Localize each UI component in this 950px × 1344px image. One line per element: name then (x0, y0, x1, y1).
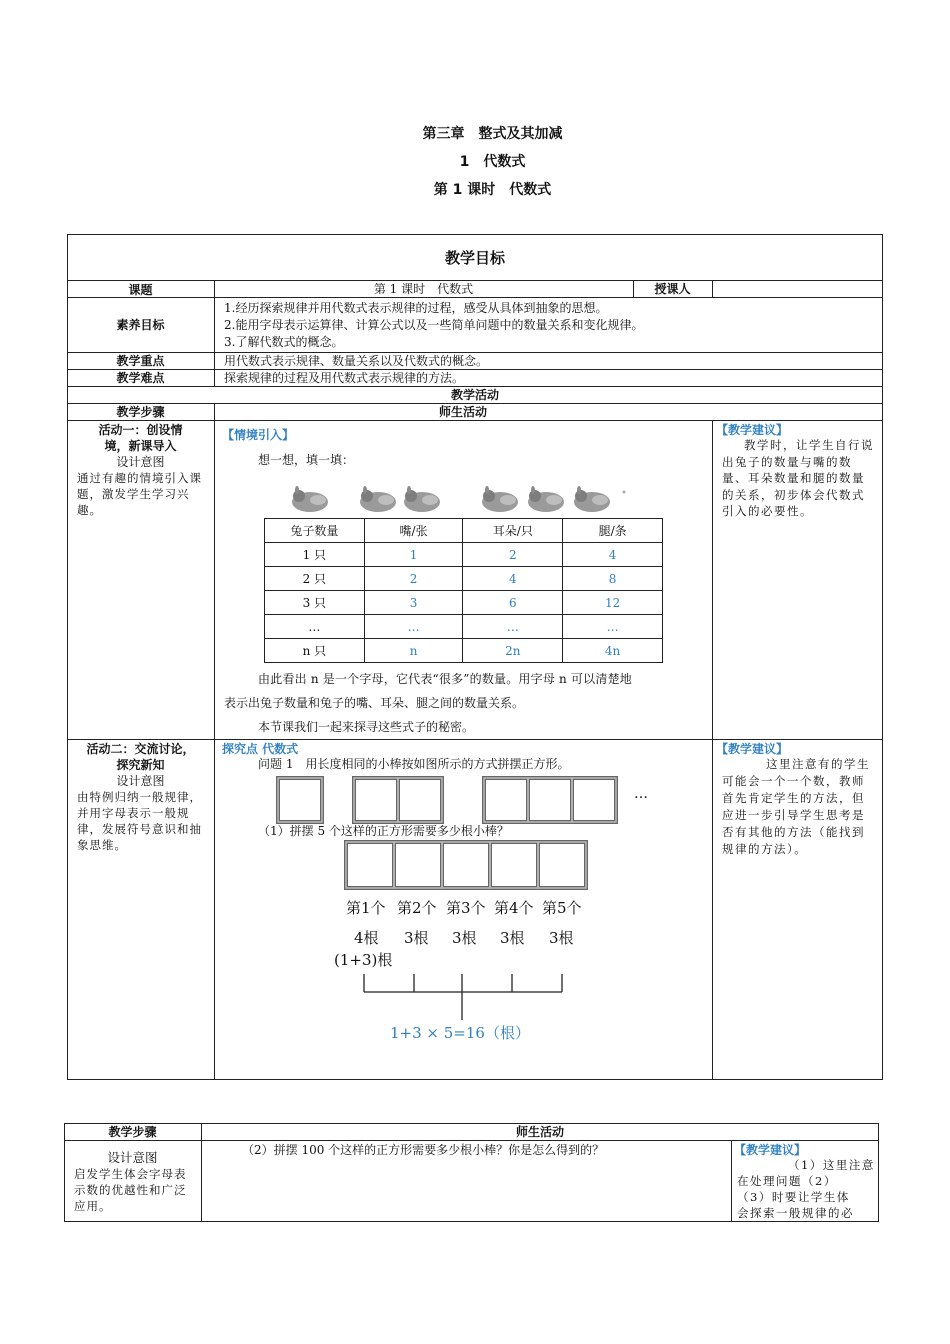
rabbit-header-ears: 耳朵/只 (463, 519, 563, 543)
count-4: 3根 (500, 929, 525, 947)
question-1: （1）拼摆 5 个这样的正方形需要多少根小棒？ (258, 824, 509, 838)
rabbit-icon (404, 486, 440, 512)
table-row (265, 591, 663, 615)
rabbit-cell: 2 (463, 543, 563, 567)
section-title: 1 代数式 (459, 154, 526, 170)
col-activity-header: 师生活动 (438, 405, 487, 419)
ordinal-3: 第3个 (446, 899, 486, 917)
topic-label: 课题 (128, 283, 153, 297)
table-row (265, 543, 663, 567)
table2-design-text: 启发学生体会字母表示数的优越性和广泛应用。 (74, 1167, 187, 1213)
square-group-3 (484, 778, 528, 822)
activity1-design-label: 设计意图 (116, 455, 165, 469)
bracket-diagram (360, 970, 580, 1022)
question-2: （2）拼摆 100 个这样的正方形需要多少根小棒？你是怎么得到的？ (242, 1143, 605, 1157)
goals-label: 素养目标 (116, 318, 165, 332)
ordinal-2: 第2个 (397, 899, 437, 917)
square-group-1 (278, 778, 322, 822)
goal-item-3: 3.了解代数式的概念。 (224, 335, 344, 349)
count-5: 3根 (549, 929, 574, 947)
rabbit-cell: 3 只 (265, 591, 365, 615)
table-row (265, 567, 663, 591)
rabbit-cell: … (364, 615, 463, 639)
rabbit-cell: n (364, 639, 463, 663)
activity1-design-text: 通过有趣的情境引入课题，激发学生学习兴趣。 (77, 471, 202, 517)
table-row (265, 615, 663, 639)
rabbit-cell: … (563, 615, 663, 639)
rabbit-cell: n 只 (265, 639, 365, 663)
activity1-suggest-tag: 【教学建议】 (716, 423, 789, 437)
table2-suggest-line-1: （1）这里注意 (788, 1158, 875, 1172)
chapter-title: 第三章 整式及其加减 (422, 126, 563, 142)
topic-value: 第 1 课时 代数式 (373, 282, 474, 296)
result-expression: 1+3 × 5=16（根） (390, 1024, 530, 1042)
problem-1: 问题 1 用长度相同的小棒按如图所示的方式拼摆正方形。 (258, 757, 570, 771)
rabbit-cell: 1 (364, 543, 463, 567)
table2-col-activity: 师生活动 (515, 1125, 564, 1139)
table-row (265, 639, 663, 663)
difficulty-label: 教学难点 (116, 371, 165, 385)
table2-suggest-line-3: （3）时要让学生体 (737, 1190, 850, 1204)
activity2-suggest-tag: 【教学建议】 (716, 742, 789, 756)
col-step-header: 教学步骤 (116, 405, 165, 419)
rabbit-cell: 2 (364, 567, 463, 591)
first-count-expression: (1+3)根 (334, 951, 393, 969)
activity2-title-2: 探究新知 (116, 758, 165, 772)
count-2: 3根 (404, 929, 429, 947)
rabbit-cell: 4n (563, 639, 663, 663)
ordinal-5: 第5个 (542, 899, 582, 917)
count-1: 4根 (354, 929, 379, 947)
rabbit-header-count: 兔子数量 (265, 519, 365, 543)
table2-suggest-line-4: 会探索一般规律的必 (737, 1206, 854, 1220)
activity1-title-2: 境，新课导入 (104, 439, 177, 453)
paragraph-line-1: 由此看出 n 是一个字母，它代表“很多”的数量。用字母 n 可以清楚地 (258, 672, 632, 686)
table2-suggest-tag: 【教学建议】 (734, 1143, 807, 1157)
activity2-title-1: 活动二：交流讨论， (86, 742, 195, 756)
activity1-title-1: 活动一：创设情 (98, 423, 183, 437)
focus-value: 用代数式表示规律、数量关系以及代数式的概念。 (224, 354, 489, 368)
scenario-tag: 【情境引入】 (222, 428, 295, 442)
rabbit-cell: 2 只 (265, 567, 365, 591)
difficulty-value: 探索规律的过程及用代数式表示规律的方法。 (224, 371, 465, 385)
rabbit-pictures (288, 486, 628, 512)
activity2-suggest-text: 这里注意有的学生可能会一个一个数，教师首先肯定学生的方法，但应进一步引导学生思考是否有其他的方法（能找到规律的方法）。 (722, 757, 870, 856)
ordinal-1: 第1个 (346, 899, 386, 917)
rabbit-table (264, 518, 663, 663)
activity2-design-text: 由特例归纳一般规律，并用字母表示一般规律，发展符号意识和抽象思维。 (77, 790, 202, 852)
table2-suggest-line-2: 在处理问题（2） (737, 1174, 837, 1188)
rabbit-cell: 4 (463, 567, 563, 591)
rabbit-icon (482, 486, 518, 512)
five-squares-figure (340, 836, 590, 894)
table2-design-label: 设计意图 (107, 1150, 158, 1165)
fill-prompt: 想一想，填一填： (258, 453, 355, 467)
activity2-design-label: 设计意图 (116, 774, 165, 788)
rabbit-cell: 12 (563, 591, 663, 615)
rabbit-cell: 3 (364, 591, 463, 615)
rabbit-icon (360, 486, 396, 512)
sequence-ellipsis: … (634, 786, 648, 802)
goal-item-1: 1.经历探索规律并用代数式表示规律的过程，感受从具体到抽象的思想。 (224, 301, 608, 315)
rabbit-cell: … (265, 615, 365, 639)
rabbit-cell: 8 (563, 567, 663, 591)
activity1-suggest-text: 教学时，让学生自行说出兔子的数量与嘴的数量、耳朵数量和腿的数量的关系，初步体会代数式引入的必要性。 (722, 438, 874, 518)
rabbit-icon (292, 486, 328, 512)
rabbit-cell: … (463, 615, 563, 639)
square-sequence-figure (270, 772, 690, 828)
rabbit-cell: 6 (463, 591, 563, 615)
ordinal-4: 第4个 (494, 899, 534, 917)
explore-tag: 探究点 代数式 (222, 742, 299, 756)
activity-header: 教学活动 (450, 388, 499, 402)
paragraph-line-2: 表示出兔子数量和兔子的嘴、耳朵、腿之间的数量关系。 (224, 696, 525, 710)
goal-item-2: 2.能用字母表示运算律、计算公式以及一些简单问题中的数量关系和变化规律。 (224, 318, 644, 332)
rabbit-header-mouth: 嘴/张 (364, 519, 463, 543)
objectives-header: 教学目标 (444, 249, 505, 267)
paragraph-2: 本节课我们一起来探寻这些式子的秘密。 (258, 720, 475, 734)
focus-label: 教学重点 (116, 354, 165, 368)
count-3: 3根 (452, 929, 477, 947)
rabbit-header-legs: 腿/条 (563, 519, 663, 543)
rabbit-cell: 2n (463, 639, 563, 663)
table2-col-step: 教学步骤 (108, 1125, 157, 1139)
square-group-2 (354, 778, 398, 822)
rabbit-icon (528, 486, 564, 512)
rabbit-cell: 4 (563, 543, 663, 567)
lesson-title: 第 1 课时 代数式 (433, 182, 552, 198)
rabbit-cell: 1 只 (265, 543, 365, 567)
rabbit-icon (574, 486, 610, 512)
teacher-label: 授课人 (654, 282, 691, 296)
